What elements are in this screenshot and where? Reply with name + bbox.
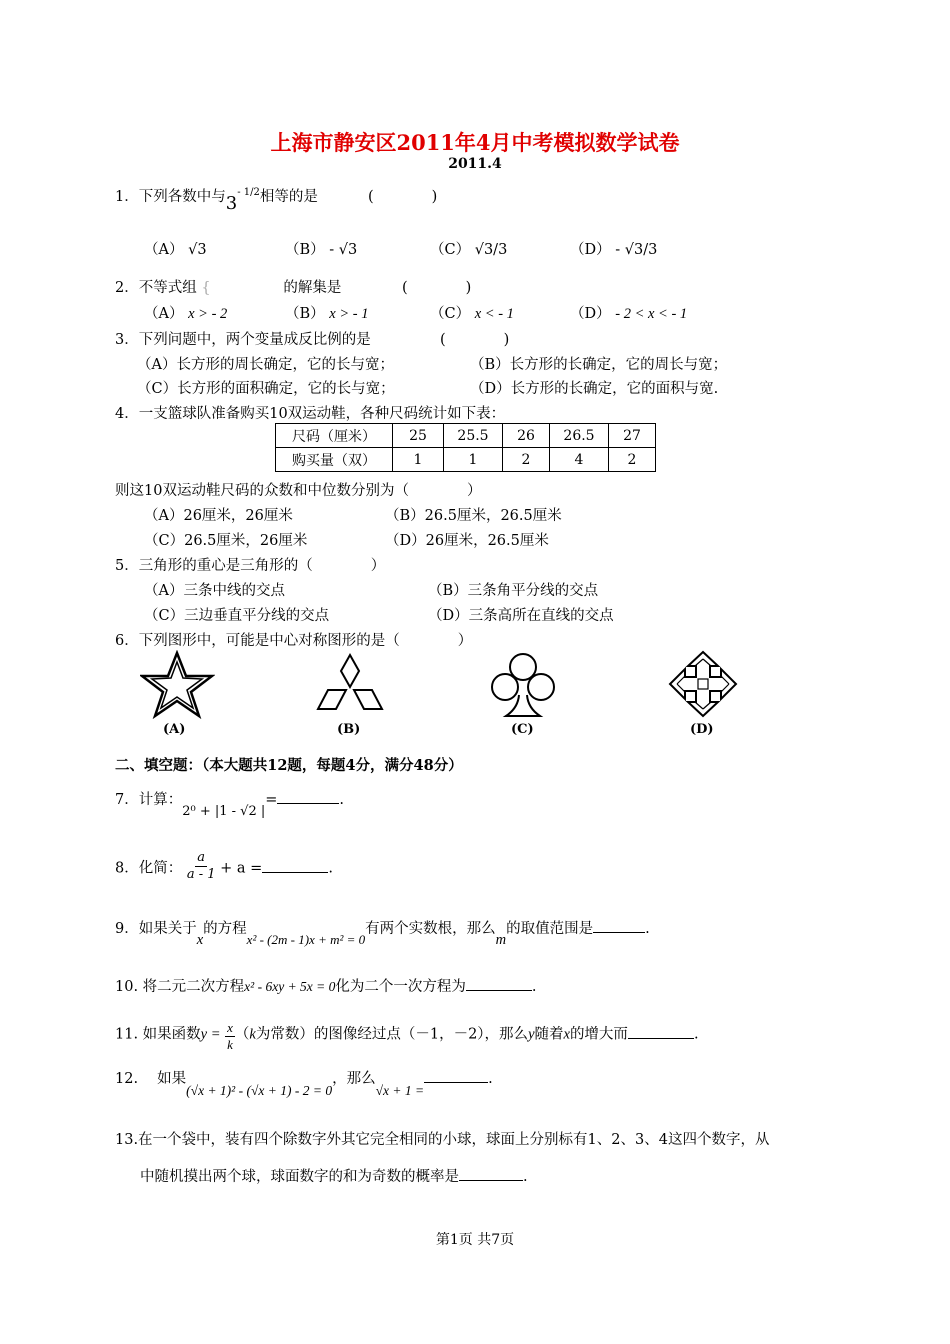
question-4-follow: 则这10双运动鞋尺码的众数和中位数分别为（ ） (115, 483, 482, 499)
q1-option-a: （A） √3 (144, 242, 207, 258)
figure-label-d: (D) (690, 722, 714, 737)
answer-blank (424, 1068, 488, 1083)
q3-option-c: （C）长方形的面积确定，它的长与宽； (137, 381, 395, 397)
q2-option-b: （B） x > - 1 (285, 306, 369, 322)
q4-option-d: （D）26厘米，26.5厘米 (385, 533, 549, 549)
question-11: 11. 如果函数y = $\frac{x}{k}$ （k为常数）的图像经过点（－1，－2），那么y随着x的增大而 . (115, 1020, 699, 1052)
table-cell: 2 (609, 448, 656, 472)
shoe-size-table (275, 423, 656, 472)
question-2-stem: 2．不等式组 { 的解集是 (115, 280, 342, 296)
q5-option-c: （C）三边垂直平分线的交点 (144, 608, 330, 624)
table-cell: 2 (503, 448, 550, 472)
answer-blank (628, 1024, 694, 1039)
q1-option-b: （B） - √3 (285, 242, 358, 258)
table-cell: 25.5 (444, 424, 503, 448)
q12-expression: √x + 1 = (375, 1083, 425, 1098)
q11-fraction: $\frac{x}{k}$ (227, 1020, 233, 1052)
table-cell: 1 (444, 448, 503, 472)
answer-blank (277, 789, 339, 804)
table-cell: 27 (609, 424, 656, 448)
q9-equation: x² - (2m - 1)x + m² = 0 (246, 932, 366, 947)
q1-option-d: （D） - √3/3 (570, 242, 658, 258)
star-figure-icon (140, 650, 215, 720)
q2-option-d: （D） - 2 < x < - 1 (570, 306, 688, 322)
question-6-stem: 6．下列图形中，可能是中心对称图形的是（ ） (115, 633, 473, 649)
answer-blank (262, 858, 328, 873)
question-1-stem: 1．下列各数中与$3^{- 1/2}$相等的是 (115, 187, 318, 214)
section-2-heading: 二、填空题：（本大题共12题，每题4分，满分48分） (115, 757, 463, 774)
question-3-paren: ( ) (440, 332, 510, 348)
question-3-stem: 3．下列问题中，两个变量成反比例的是 (115, 332, 371, 348)
inequality-system-brace: { (201, 280, 211, 296)
answer-blank (459, 1166, 523, 1181)
question-2-paren: ( ) (402, 280, 472, 296)
figure-label-c: (C) (511, 722, 534, 737)
answer-blank (466, 976, 532, 991)
club-figure-icon (488, 650, 558, 720)
q7-expression: 2⁰ + |1 - √2 | (182, 804, 266, 819)
question-1-paren: ( ) (368, 189, 438, 205)
exam-date: 2011.4 (448, 156, 502, 172)
answer-blank (593, 918, 645, 933)
table-cell: 26.5 (550, 424, 609, 448)
q4-option-a: （A）26厘米，26厘米 (144, 508, 293, 524)
q5-option-a: （A）三条中线的交点 (144, 583, 285, 599)
table-cell: 购买量（双） (276, 448, 393, 472)
q3-option-a: （A）长方形的周长确定，它的长与宽； (137, 357, 394, 373)
table-cell: 尺码（厘米） (276, 424, 393, 448)
question-13-line-2: 中随机摸出两个球，球面数字的和为奇数的概率是 . (140, 1165, 528, 1186)
table-cell: 1 (393, 448, 444, 472)
q5-option-d: （D）三条高所在直线的交点 (428, 608, 614, 624)
power-base: 3 (225, 193, 238, 214)
question-12: 12. 如果(√x + 1)² - (√x + 1) - 2 = 0，那么√x + 1 =. (115, 1067, 493, 1088)
figure-label-b: (B) (337, 722, 361, 737)
table-cell: 26 (503, 424, 550, 448)
q4-option-b: （B）26.5厘米，26.5厘米 (385, 508, 562, 524)
table-row (276, 424, 656, 448)
q4-option-c: （C）26.5厘米，26厘米 (144, 533, 308, 549)
q5-option-b: （B）三条角平分线的交点 (428, 583, 599, 599)
question-10: 10. 将二元二次方程x² - 6xy + 5x = 0化为二个一次方程为 . (115, 975, 537, 996)
three-diamonds-figure-icon (316, 652, 384, 718)
page-footer: 第1页 共7页 (435, 1232, 515, 1248)
question-4-stem: 4．一支篮球队准备购买10双运动鞋，各种尺码统计如下表： (115, 406, 506, 422)
four-arrows-figure-icon (668, 650, 738, 718)
question-5-stem: 5．三角形的重心是三角形的（ ） (115, 558, 386, 574)
q3-option-d: （D）长方形的长确定，它的面积与宽. (470, 381, 719, 397)
table-row (276, 448, 656, 472)
q2-option-a: （A） x > - 2 (144, 306, 228, 322)
q2-option-c: （C） x < - 1 (430, 306, 514, 322)
figure-label-a: (A) (163, 722, 186, 737)
q1-option-c: （C） √3/3 (430, 242, 508, 258)
power-exponent: - 1/2 (237, 187, 260, 198)
table-cell: 4 (550, 448, 609, 472)
question-7: 7．计算：2⁰ + |1 - √2 |= . (115, 788, 344, 809)
table-cell: 25 (393, 424, 444, 448)
q3-option-b: （B）长方形的长确定，它的周长与宽； (470, 357, 728, 373)
q12-equation: (√x + 1)² - (√x + 1) - 2 = 0 (186, 1083, 333, 1098)
question-13-line-1: 13.在一个袋中，装有四个除数字外其它完全相同的小球，球面上分别标有1、2、3、4这四个数字，从 (115, 1132, 770, 1148)
q10-equation: x² - 6xy + 5x = 0 (244, 979, 336, 994)
question-9: 9．如果关于x的方程x² - (2m - 1)x + m² = 0有两个实数根，那么m的取值范围是 . (115, 917, 650, 938)
q8-fraction: $\frac{a}{a - 1}$ (186, 850, 216, 882)
question-8: 8．化简： $\frac{a}{a - 1}$ + a = . (115, 850, 333, 882)
page-title: 上海市静安区2011年4月中考模拟数学试卷 (270, 130, 680, 155)
